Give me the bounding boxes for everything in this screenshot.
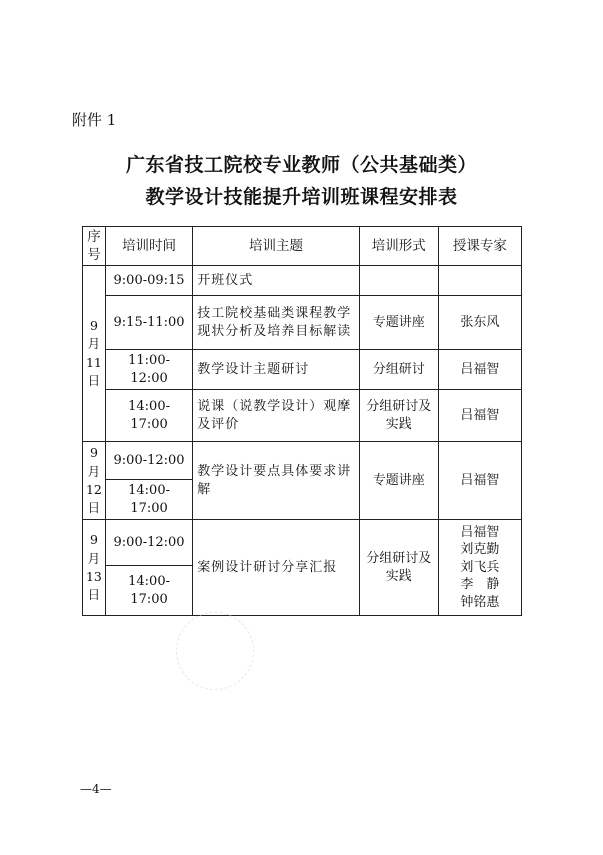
expert-cell: 吕福智 <box>438 350 521 390</box>
date-cell-day1: 9 月 11 日 <box>83 266 106 442</box>
table-row <box>83 266 522 296</box>
expert-cell: 吕福智 <box>438 442 521 520</box>
time-cell: 9:00-09:15 <box>105 266 192 296</box>
table-row <box>83 442 522 480</box>
topic-cell: 技工院校基础类课程教学现状分析及培养目标解读 <box>193 296 359 350</box>
time-cell: 11:00-12:00 <box>105 350 192 390</box>
topic-cell: 教学设计要点具体要求讲解 <box>193 442 359 520</box>
header-expert: 授课专家 <box>438 227 521 266</box>
time-cell: 14:00-17:00 <box>105 390 192 442</box>
expert-name: 李 静 <box>460 577 500 593</box>
topic-cell: 说课（说教学设计）观摩及评价 <box>193 390 359 442</box>
date-cell-day3: 9 月 13 日 <box>83 520 106 616</box>
header-form: 培训形式 <box>359 227 438 266</box>
document-title-line-2: 教学设计技能提升培训班课程安排表 <box>145 186 458 208</box>
expert-cell: 张东风 <box>438 296 521 350</box>
expert-name: 刘克勤 <box>460 542 500 558</box>
expert-name: 吕福智 <box>460 524 500 540</box>
date-cell-day2: 9 月 12 日 <box>83 442 106 520</box>
header-row <box>83 227 522 266</box>
table-row <box>83 390 522 442</box>
faint-seal-stamp <box>176 612 254 690</box>
table-row <box>83 350 522 390</box>
document-title-line-1: 广东省技工院校专业教师（公共基础类） <box>125 154 477 176</box>
attachment-label: 附件 1 <box>72 111 117 129</box>
time-cell: 9:15-11:00 <box>105 296 192 350</box>
header-topic: 培训主题 <box>193 227 359 266</box>
form-cell: 分组研讨 <box>359 350 438 390</box>
schedule-table <box>82 226 522 616</box>
form-cell: 分组研讨及实践 <box>359 390 438 442</box>
topic-cell: 开班仪式 <box>193 266 359 296</box>
expert-cell <box>438 520 521 616</box>
form-cell: 专题讲座 <box>359 296 438 350</box>
form-cell: 专题讲座 <box>359 442 438 520</box>
time-cell: 9:00-12:00 <box>105 520 192 566</box>
form-cell <box>359 266 438 296</box>
page-number: —4— <box>80 782 112 796</box>
time-cell: 9:00-12:00 <box>105 442 192 480</box>
table-row <box>83 520 522 566</box>
header-seq: 序号 <box>83 227 106 266</box>
header-time: 培训时间 <box>105 227 192 266</box>
topic-cell: 案例设计研讨分享汇报 <box>193 520 359 616</box>
expert-cell: 吕福智 <box>438 390 521 442</box>
expert-name: 钟铭惠 <box>460 595 500 610</box>
table-row <box>83 296 522 350</box>
time-cell: 14:00-17:00 <box>105 480 192 520</box>
expert-cell <box>438 266 521 296</box>
topic-cell: 教学设计主题研讨 <box>193 350 359 390</box>
time-cell: 14:00-17:00 <box>105 566 192 616</box>
form-cell: 分组研讨及实践 <box>359 520 438 616</box>
expert-name: 刘飞兵 <box>460 559 500 575</box>
